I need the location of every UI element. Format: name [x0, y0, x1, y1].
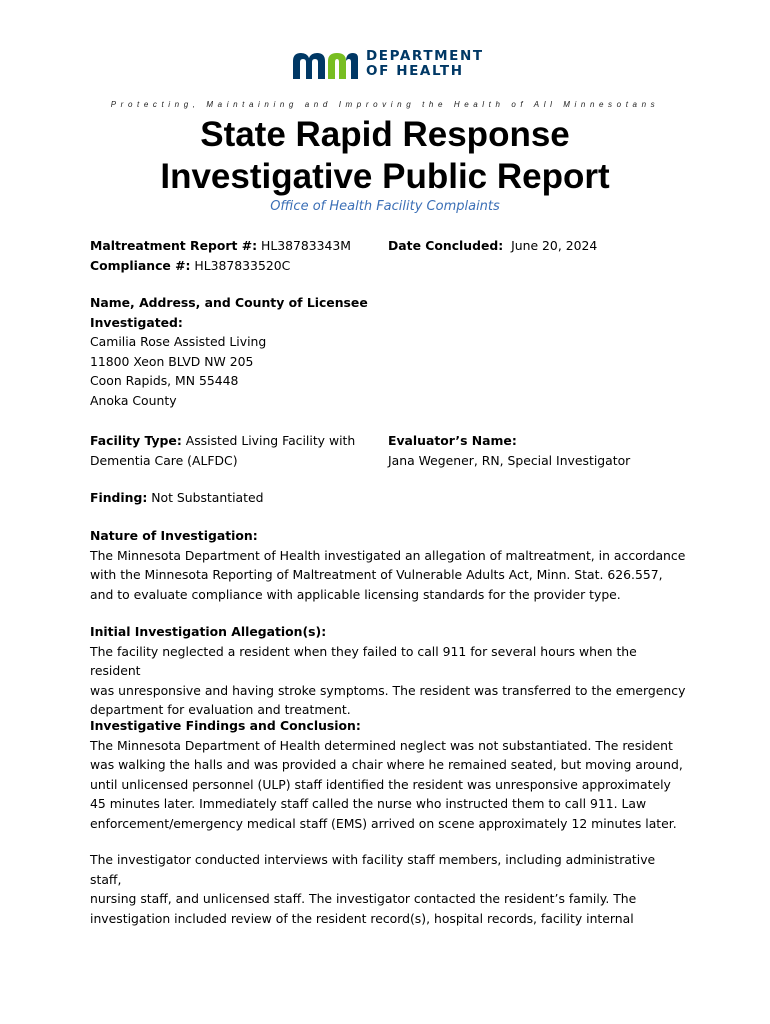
report-numbers — [90, 236, 351, 275]
tagline: Protecting, Maintaining and Improving the Health of All Minnesotans — [110, 100, 660, 109]
nature-line: The Minnesota Department of Health investigated an allegation of maltreatment, in accordance — [90, 547, 686, 563]
finding-label: Finding: — [90, 490, 148, 505]
findings-line: 45 minutes later. Immediately staff called the nurse who instructed them to call 911. Law — [90, 796, 647, 811]
findings-line: was walking the halls and was provided a chair where he remained seated, but moving around, — [90, 757, 683, 772]
page-subtitle: Office of Health Facility Complaints — [270, 199, 500, 214]
allegation-line: was unresponsive and having stroke symptoms. The resident was transferred to the emergency — [90, 682, 686, 698]
licensee-heading-1: Name, Address, and County of Licensee — [90, 295, 368, 310]
page-title — [0, 114, 770, 198]
licensee-info — [90, 293, 368, 410]
evaluator-value: Jana Wegener, RN, Special Investigator — [388, 452, 631, 468]
licensee-address-1: 11800 Xeon BLVD NW 205 — [90, 353, 254, 369]
nature-line: and to evaluate compliance with applicable licensing standards for the provider type. — [90, 586, 621, 602]
interview-section — [90, 850, 690, 928]
findings-section — [90, 716, 690, 833]
date-concluded — [388, 236, 597, 256]
mn-logo-icon — [290, 49, 358, 79]
findings-heading: Investigative Findings and Conclusion: — [90, 718, 361, 733]
evaluator-label: Evaluator’s Name: — [388, 433, 517, 448]
title-line-1: State Rapid Response — [200, 115, 570, 154]
mdh-logo — [290, 48, 484, 80]
interview-line: nursing staff, and unlicensed staff. The investigator contacted the resident’s family. The — [90, 891, 637, 906]
licensee-address-2: Coon Rapids, MN 55448 — [90, 373, 239, 388]
facility-type-label: Facility Type: — [90, 433, 182, 448]
maltreatment-label: Maltreatment Report #: — [90, 238, 258, 253]
maltreatment-value: HL38783343M — [261, 238, 351, 253]
facility-type-value-2: Dementia Care (ALFDC) — [90, 452, 238, 468]
nature-section — [90, 526, 690, 604]
findings-line: The Minnesota Department of Health determined neglect was not substantiated. The resident — [90, 737, 673, 753]
allegation-section — [90, 622, 690, 720]
findings-line: enforcement/emergency medical staff (EMS) arrived on scene approximately 12 minutes later. — [90, 815, 677, 831]
licensee-name: Camilia Rose Assisted Living — [90, 334, 267, 349]
date-label: Date Concluded: — [388, 238, 504, 253]
compliance-value: HL387833520C — [194, 257, 291, 273]
title-line-2: Investigative Public Report — [160, 157, 610, 196]
finding-value: Not Substantiated — [151, 490, 264, 505]
facility-type-value-1: Assisted Living Facility with — [185, 433, 356, 448]
interview-line: investigation included review of the resident record(s), hospital records, facility internal — [90, 910, 634, 926]
allegation-line: The facility neglected a resident when they failed to call 911 for several hours when the resident — [90, 643, 637, 678]
allegation-line: department for evaluation and treatment. — [90, 702, 351, 717]
licensee-county: Anoka County — [90, 392, 177, 408]
allegation-heading: Initial Investigation Allegation(s): — [90, 624, 327, 639]
nature-heading: Nature of Investigation: — [90, 528, 258, 543]
compliance-label: Compliance #: — [90, 257, 191, 273]
logo-line-department: DEPARTMENT — [366, 48, 484, 64]
date-value: June 20, 2024 — [511, 238, 598, 253]
finding — [90, 488, 263, 508]
findings-line: until unlicensed personnel (ULP) staff identified the resident was unresponsive approximately — [90, 776, 671, 792]
nature-line: with the Minnesota Reporting of Maltreatment of Vulnerable Adults Act, Minn. Stat. 626.557, — [90, 567, 663, 582]
logo-line-of-health: OF HEALTH — [366, 63, 464, 79]
interview-line: The investigator conducted interviews with facility staff members, including administrative staff, — [90, 852, 656, 887]
licensee-heading-2: Investigated: — [90, 314, 183, 330]
evaluator — [388, 431, 630, 470]
facility-type — [90, 431, 355, 470]
